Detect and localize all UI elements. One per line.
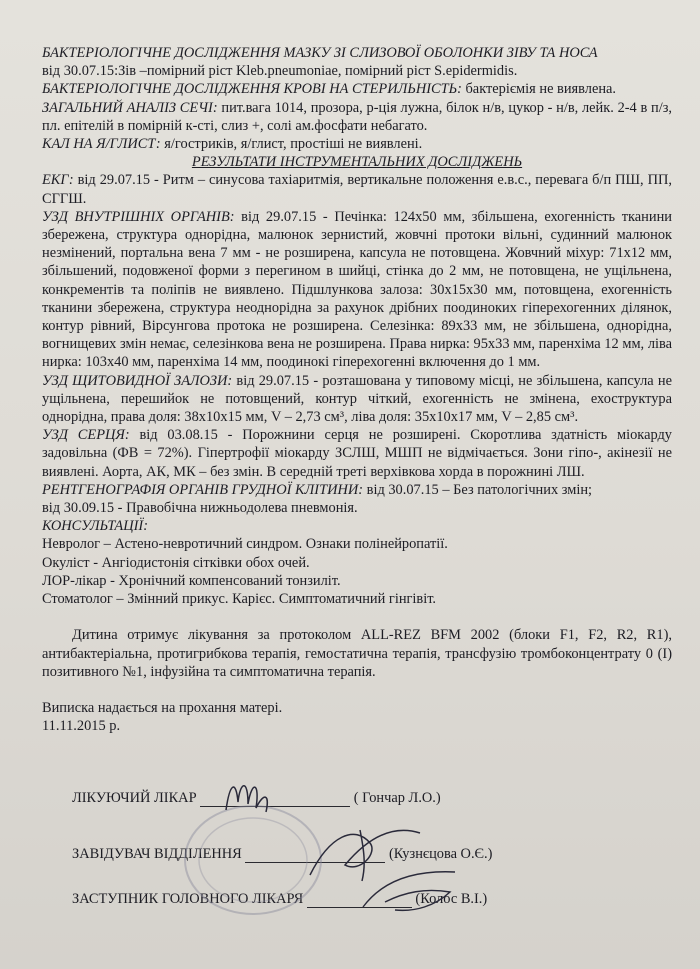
blood-sterility-heading: БАКТЕРІОЛОГІЧНЕ ДОСЛІДЖЕННЯ КРОВІ НА СТЕРИЛЬНІСТЬ:	[42, 81, 462, 98]
bacteriology-swab-heading: БАКТЕРІОЛОГІЧНЕ ДОСЛІДЖЕННЯ МАЗКУ ЗІ СЛИЗОВОЇ ОБОЛОНКИ ЗІВУ ТА НОСА	[42, 45, 598, 61]
deputy-signature-icon	[355, 862, 465, 917]
deputy-chief-title: ЗАСТУПНИК ГОЛОВНОГО ЛІКАРЯ	[72, 891, 304, 907]
attending-doctor-name: ( Гончар Л.О.)	[353, 790, 441, 806]
ultrasound-internal-text: від 29.07.15 - Печінка: 124х50 мм, збільшена, ехогенність тканини збережена, структура однорідна, малюнок зернистий, жовчні протоки вільні, судинний малюнок незмінений, портальна вена 7 мм - не розширена, капсула не потовщена. Жовчний міхур: 71х12 мм, збільшений, подовженої форми з перегином в шийці, стінка до 2 мм, не потовщена, не ущільнена, конкрементів та поліпів не виявлено. Підшлункова залоза: 30х15х30 мм, потовщена, ехогенність тканини збережена, структура неоднорідна за рахунок дрібних поодиноких гіперехогенних ділянок, контур рівний, Вірсунгова протока не розширена. Селезінка: 89х33 мм, не збільшена, однорідна, вогнищевих змін немає, селезінкова вена не розширена. Права нирка: 95х33 мм, паренхіма 12 мм, ліва нирка: 103х40 мм, паренхіма 14 мм, поодинокі гіперехогенні включення до 1 мм.	[42, 208, 672, 371]
ecg-heading: ЕКГ:	[42, 172, 74, 189]
document-body	[42, 44, 672, 735]
ultrasound-heart-text: від 03.08.15 - Порожнини серця не розширені. Скоротлива здатність міокарду задовільна (ФВ = 72%). Гіпертрофії міокарду ЗСЛШ, МШП не відмічається. Зони гіпо-, акінезії не виявлені. Аорта, АК, МК – без змін. В середній треті верхівкова хорда в порожнині ЛШ.	[42, 427, 672, 480]
consult-neurologist: Невролог – Астено-невротичний синдром. Ознаки полінейропатії.	[42, 536, 448, 553]
xray-text-2: від 30.09.15 - Правобічна нижньодолева пневмонія.	[42, 500, 358, 517]
xray-text-1: від 30.07.15 – Без патологічних змін;	[363, 481, 593, 498]
bacteriology-swab-text: від 30.07.15:Зів –помірний ріст Kleb.pneumoniae, помірний ріст S.epidermidis.	[42, 63, 518, 80]
deputy-chief-name: (Колос В.І.)	[415, 891, 488, 907]
issued-note: Виписка надається на прохання матері.	[42, 699, 283, 716]
urinalysis-text: пит.вага 1014, прозора, р-ція лужна, білок н/в, цукор - н/в, лейк. 2-4 в п/з, пл. епітелій в помірній к-сті, слиз +, солі ам.фосфати небагато.	[42, 99, 672, 134]
treatment-text: Дитина отримує лікування за протоколом ALL-REZ BFM 2002 (блоки F1, F2, R2, R1), антибактеріальна, протигрибкова терапія, гемостатична терапія, трансфузію тромбоконцентрату 0 (І) позитивного №1, інфузійна та симптоматична терапія.	[42, 627, 672, 680]
consult-dentist: Стоматолог – Змінний прикус. Карієс. Симптоматичний гінгівіт.	[42, 591, 437, 608]
department-head-title: ЗАВІДУВАЧ ВІДДІЛЕННЯ	[72, 846, 242, 862]
department-head-name: (Кузнєцова О.Є.)	[389, 846, 493, 862]
ultrasound-thyroid-text: від 29.07.15 - розташована у типовому місці, не збільшена, капсула не ущільнена, перешийок не потовщений, контур чіткий, ехогенність не змінена, ехоструктура однорідна, права доля: 38х10х15 мм, V – 2,73 см³, ліва доля: 35х10х17 мм, V – 2,85 см³.	[42, 372, 672, 426]
stool-heading: КАЛ НА Я/ГЛИСТ:	[42, 136, 161, 153]
ultrasound-heart-heading: УЗД СЕРЦЯ:	[42, 427, 130, 444]
stool-text: я/гостриків, я/глист, простіші не виявлені.	[160, 136, 423, 153]
consultations-heading: КОНСУЛЬТАЦІЇ:	[42, 518, 148, 535]
attending-doctor-title: ЛІКУЮЧИЙ ЛІКАР	[72, 790, 197, 806]
issue-date: 11.11.2015 р.	[42, 718, 121, 735]
consult-ent: ЛОР-лікар - Хронічний компенсований тонзиліт.	[42, 572, 341, 589]
doctor-signature-icon	[218, 772, 288, 822]
ultrasound-internal-heading: УЗД ВНУТРІШНІХ ОРГАНІВ:	[42, 208, 235, 225]
consult-ophthalmologist: Окуліст - Ангіодистонія сітківки обох очей.	[42, 554, 310, 571]
blood-sterility-text: бактеріємія не виявлена.	[461, 81, 617, 98]
ecg-text: від 29.07.15 - Ритм – синусова тахіаритмія, вертикальне положення е.в.с., перевага б/п ПШ, ПП, СГГШ.	[42, 172, 672, 207]
ultrasound-thyroid-heading: УЗД ЩИТОВИДНОЇ ЗАЛОЗИ:	[42, 372, 233, 389]
urinalysis-heading: ЗАГАЛЬНИЙ АНАЛІЗ СЕЧІ:	[42, 99, 218, 116]
results-title: РЕЗУЛЬТАТИ ІНСТРУМЕНТАЛЬНИХ ДОСЛІДЖЕНЬ	[191, 154, 523, 171]
xray-heading: РЕНТГЕНОГРАФІЯ ОРГАНІВ ГРУДНОЇ КЛІТИНИ:	[42, 481, 364, 498]
